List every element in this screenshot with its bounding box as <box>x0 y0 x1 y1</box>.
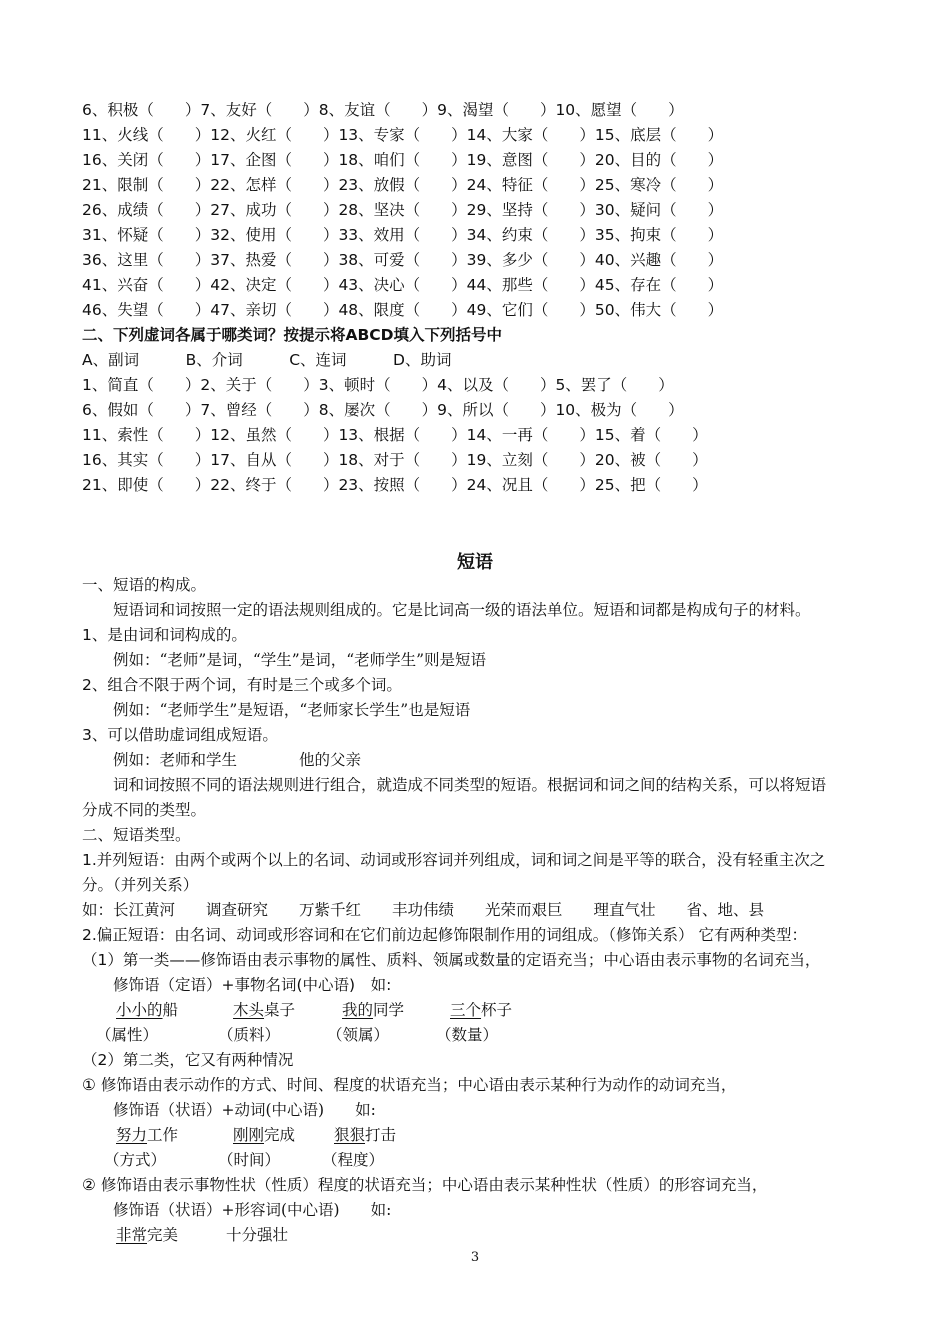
paragraph: 2.偏正短语：由名词、动词或形容词和在它们前边起修饰限制作用的词组成。（修饰关系） 它有两种类型： <box>82 926 807 944</box>
example-line: 例如：老师和学生 他的父亲 <box>82 751 362 769</box>
paragraph: 二、短语类型。 <box>82 826 191 844</box>
example-label: （程度） <box>322 1151 385 1169</box>
example-phrase: 狠狠打击 <box>334 1126 397 1144</box>
section2-heading: 二、下列虚词各属于哪类词？按提示将ABCD填入下列括号中 <box>82 326 503 344</box>
page-number: 3 <box>470 1250 480 1265</box>
example-label: （时间） <box>218 1151 281 1169</box>
example-phrase: 三个杯子 <box>450 1001 513 1019</box>
item-row: 31、怀疑（ ）32、使用（ ）33、效用（ ）34、约束（ ）35、拘束（ ） <box>82 226 724 244</box>
paragraph: 1、是由词和词构成的。 <box>82 626 247 644</box>
item-row: 46、失望（ ）47、亲切（ ）48、限度（ ）49、它们（ ）50、伟大（ ） <box>82 301 724 319</box>
paragraph: 分。（并列关系） <box>82 876 199 894</box>
example-line: 例如：“老师学生”是短语，“老师家长学生”也是短语 <box>82 701 471 719</box>
example-label: （质料） <box>218 1026 281 1044</box>
example-line: 如：长江黄河 调查研究 万紫千红 丰功伟绩 光荣而艰巨 理直气壮 省、地、县 <box>82 901 765 919</box>
item-row: 36、这里（ ）37、热爱（ ）38、可爱（ ）39、多少（ ）40、兴趣（ ） <box>82 251 724 269</box>
paragraph: 2、组合不限于两个词，有时是三个或多个词。 <box>82 676 402 694</box>
item-row: 11、火线（ ）12、火红（ ）13、专家（ ）14、大家（ ）15、底层（ ） <box>82 126 724 144</box>
example-label: （属性） <box>96 1026 159 1044</box>
example-line: 修饰语（状语）+动词(中心语) 如: <box>82 1101 376 1119</box>
example-phrase: 十分强壮 <box>226 1226 289 1244</box>
paragraph: 修饰语（定语）+事物名词(中心语) 如: <box>82 976 392 994</box>
section2-options: A、副词 B、介词 C、连词 D、助词 <box>82 351 452 369</box>
example-phrase: 非常完美 <box>116 1226 179 1244</box>
paragraph: 词和词按照不同的语法规则进行组合，就造成不同类型的短语。根据词和词之间的结构关系，可以将短语 <box>82 776 827 794</box>
example-phrase: 我的同学 <box>342 1001 405 1019</box>
paragraph: ① 修饰语由表示动作的方式、时间、程度的状语充当；中心语由表示某种行为动作的动词充当， <box>82 1076 737 1094</box>
item-row: 41、兴奋（ ）42、决定（ ）43、决心（ ）44、那些（ ）45、存在（ ） <box>82 276 724 294</box>
item-row: 6、积极（ ）7、友好（ ）8、友谊（ ）9、渴望（ ）10、愿望（ ） <box>82 101 684 119</box>
example-phrase: 努力工作 <box>116 1126 179 1144</box>
example-label: （方式） <box>104 1151 167 1169</box>
paragraph: 3、可以借助虚词组成短语。 <box>82 726 278 744</box>
page-title: 短语 <box>457 552 493 573</box>
example-line: 例如：“老师”是词，“学生”是词，“老师学生”则是短语 <box>82 651 487 669</box>
example-phrase: 小小的船 <box>116 1001 179 1019</box>
item-row: 1、简直（ ）2、关于（ ）3、顿时（ ）4、以及（ ）5、罢了（ ） <box>82 376 674 394</box>
paragraph: ② 修饰语由表示事物性状（性质）程度的状语充当；中心语由表示某种性状（性质）的形容词充当， <box>82 1176 768 1194</box>
example-line: 修饰语（状语）+形容词(中心语) 如: <box>82 1201 392 1219</box>
item-row: 11、索性（ ）12、虽然（ ）13、根据（ ）14、一再（ ）15、着（ ） <box>82 426 708 444</box>
example-label: （数量） <box>436 1026 499 1044</box>
item-row: 21、即使（ ）22、终于（ ）23、按照（ ）24、况且（ ）25、把（ ） <box>82 476 708 494</box>
paragraph: （2）第二类，它又有两种情况 <box>82 1051 294 1069</box>
paragraph: 短语词和词按照一定的语法规则组成的。它是比词高一级的语法单位。短语和词都是构成句子的材料。 <box>82 601 811 619</box>
item-row: 16、其实（ ）17、自从（ ）18、对于（ ）19、立刻（ ）20、被（ ） <box>82 451 708 469</box>
paragraph: 1.并列短语：由两个或两个以上的名词、动词或形容词并列组成，词和词之间是平等的联合，没有轻重主次之 <box>82 851 826 869</box>
example-phrase: 木头桌子 <box>233 1001 296 1019</box>
item-row: 6、假如（ ）7、曾经（ ）8、屡次（ ）9、所以（ ）10、极为（ ） <box>82 401 684 419</box>
example-phrase: 刚刚完成 <box>233 1126 296 1144</box>
example-label: （领属） <box>327 1026 390 1044</box>
item-row: 26、成绩（ ）27、成功（ ）28、坚决（ ）29、坚持（ ）30、疑问（ ） <box>82 201 724 219</box>
paragraph: （1）第一类——修饰语由表示事物的属性、质料、领属或数量的定语充当；中心语由表示事物的名词充当， <box>82 951 821 969</box>
paragraph: 一、短语的构成。 <box>82 576 207 594</box>
item-row: 16、关闭（ ）17、企图（ ）18、咱们（ ）19、意图（ ）20、目的（ ） <box>82 151 724 169</box>
paragraph: 分成不同的类型。 <box>82 801 207 819</box>
item-row: 21、限制（ ）22、怎样（ ）23、放假（ ）24、特征（ ）25、寒冷（ ） <box>82 176 724 194</box>
